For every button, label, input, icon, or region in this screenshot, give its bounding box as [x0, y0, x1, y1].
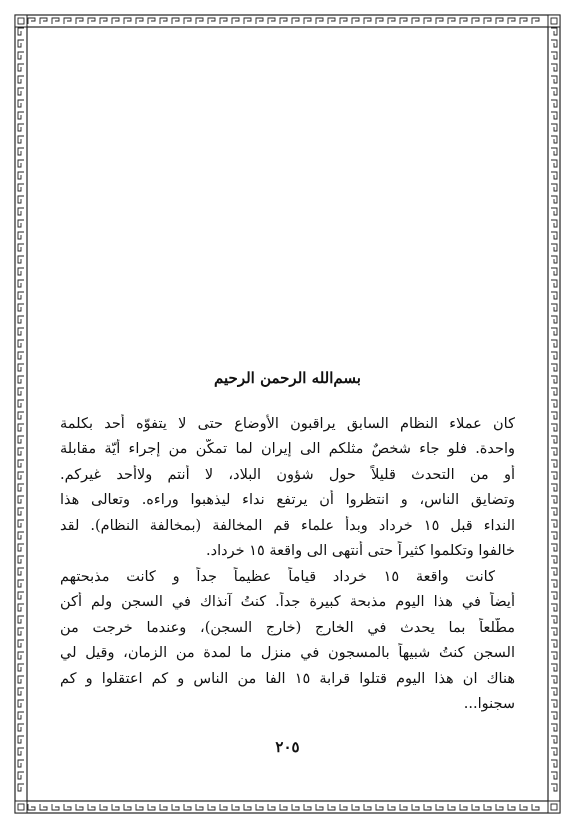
text-line: هناك ان هذا اليوم قتلوا قرابة ١٥ الفا من الناس و كم اعتقلوا و كم	[60, 671, 515, 687]
text-line: كانت واقعة ١٥ خرداد قياماً عظيماً جداً و كانت مذبحتهم	[60, 569, 495, 585]
text-line: كان عملاء النظام السابق يراقبون الأوضاع حتى لا يتفوّه أحد بكلمة	[60, 416, 515, 432]
text-line: أو من التحدث قليلاً حول شؤون البلاد، لا أنتم ولاأحد غيركم.	[60, 467, 515, 483]
text-line: خالفوا وتكلموا كثيراً حتى أنتهى الى واقعة ١٥ خرداد.	[206, 543, 515, 559]
text-line: السجن كنتُ شبيهاً بالمسجون في منزل ما لمدة من الزمان، وقيل لي	[60, 645, 515, 661]
text-line: وتضايق الناس، و انتظروا أن يرتفع نداء ليذهبوا وراءه. وتعالى هذا	[60, 492, 515, 508]
text-line: مطّلعاً بما يحدث في الخارج (خارج السجن)، وعندما خرجت من	[60, 620, 515, 636]
text-line: واحدة. فلو جاء شخصٌ مثلكم الى إيران لما تمكّن من إجراء أيّة مقابلة	[60, 441, 515, 457]
bismillah-heading: بسم‌الله الرحمن الرحيم	[214, 369, 361, 387]
page-content	[60, 0, 515, 828]
page-number: ٢٠٥	[275, 738, 300, 756]
text-line: أيضاً في هذا اليوم مذبحة كبيرة جداً. كنتُ آنذاك في السجن ولم أكن	[60, 594, 515, 610]
text-line: النداء قبل ١٥ خرداد وبدأ علماء قم المخالفة (بمخالفة النظام). لقد	[60, 518, 515, 534]
text-line: سجنوا...	[463, 696, 515, 712]
